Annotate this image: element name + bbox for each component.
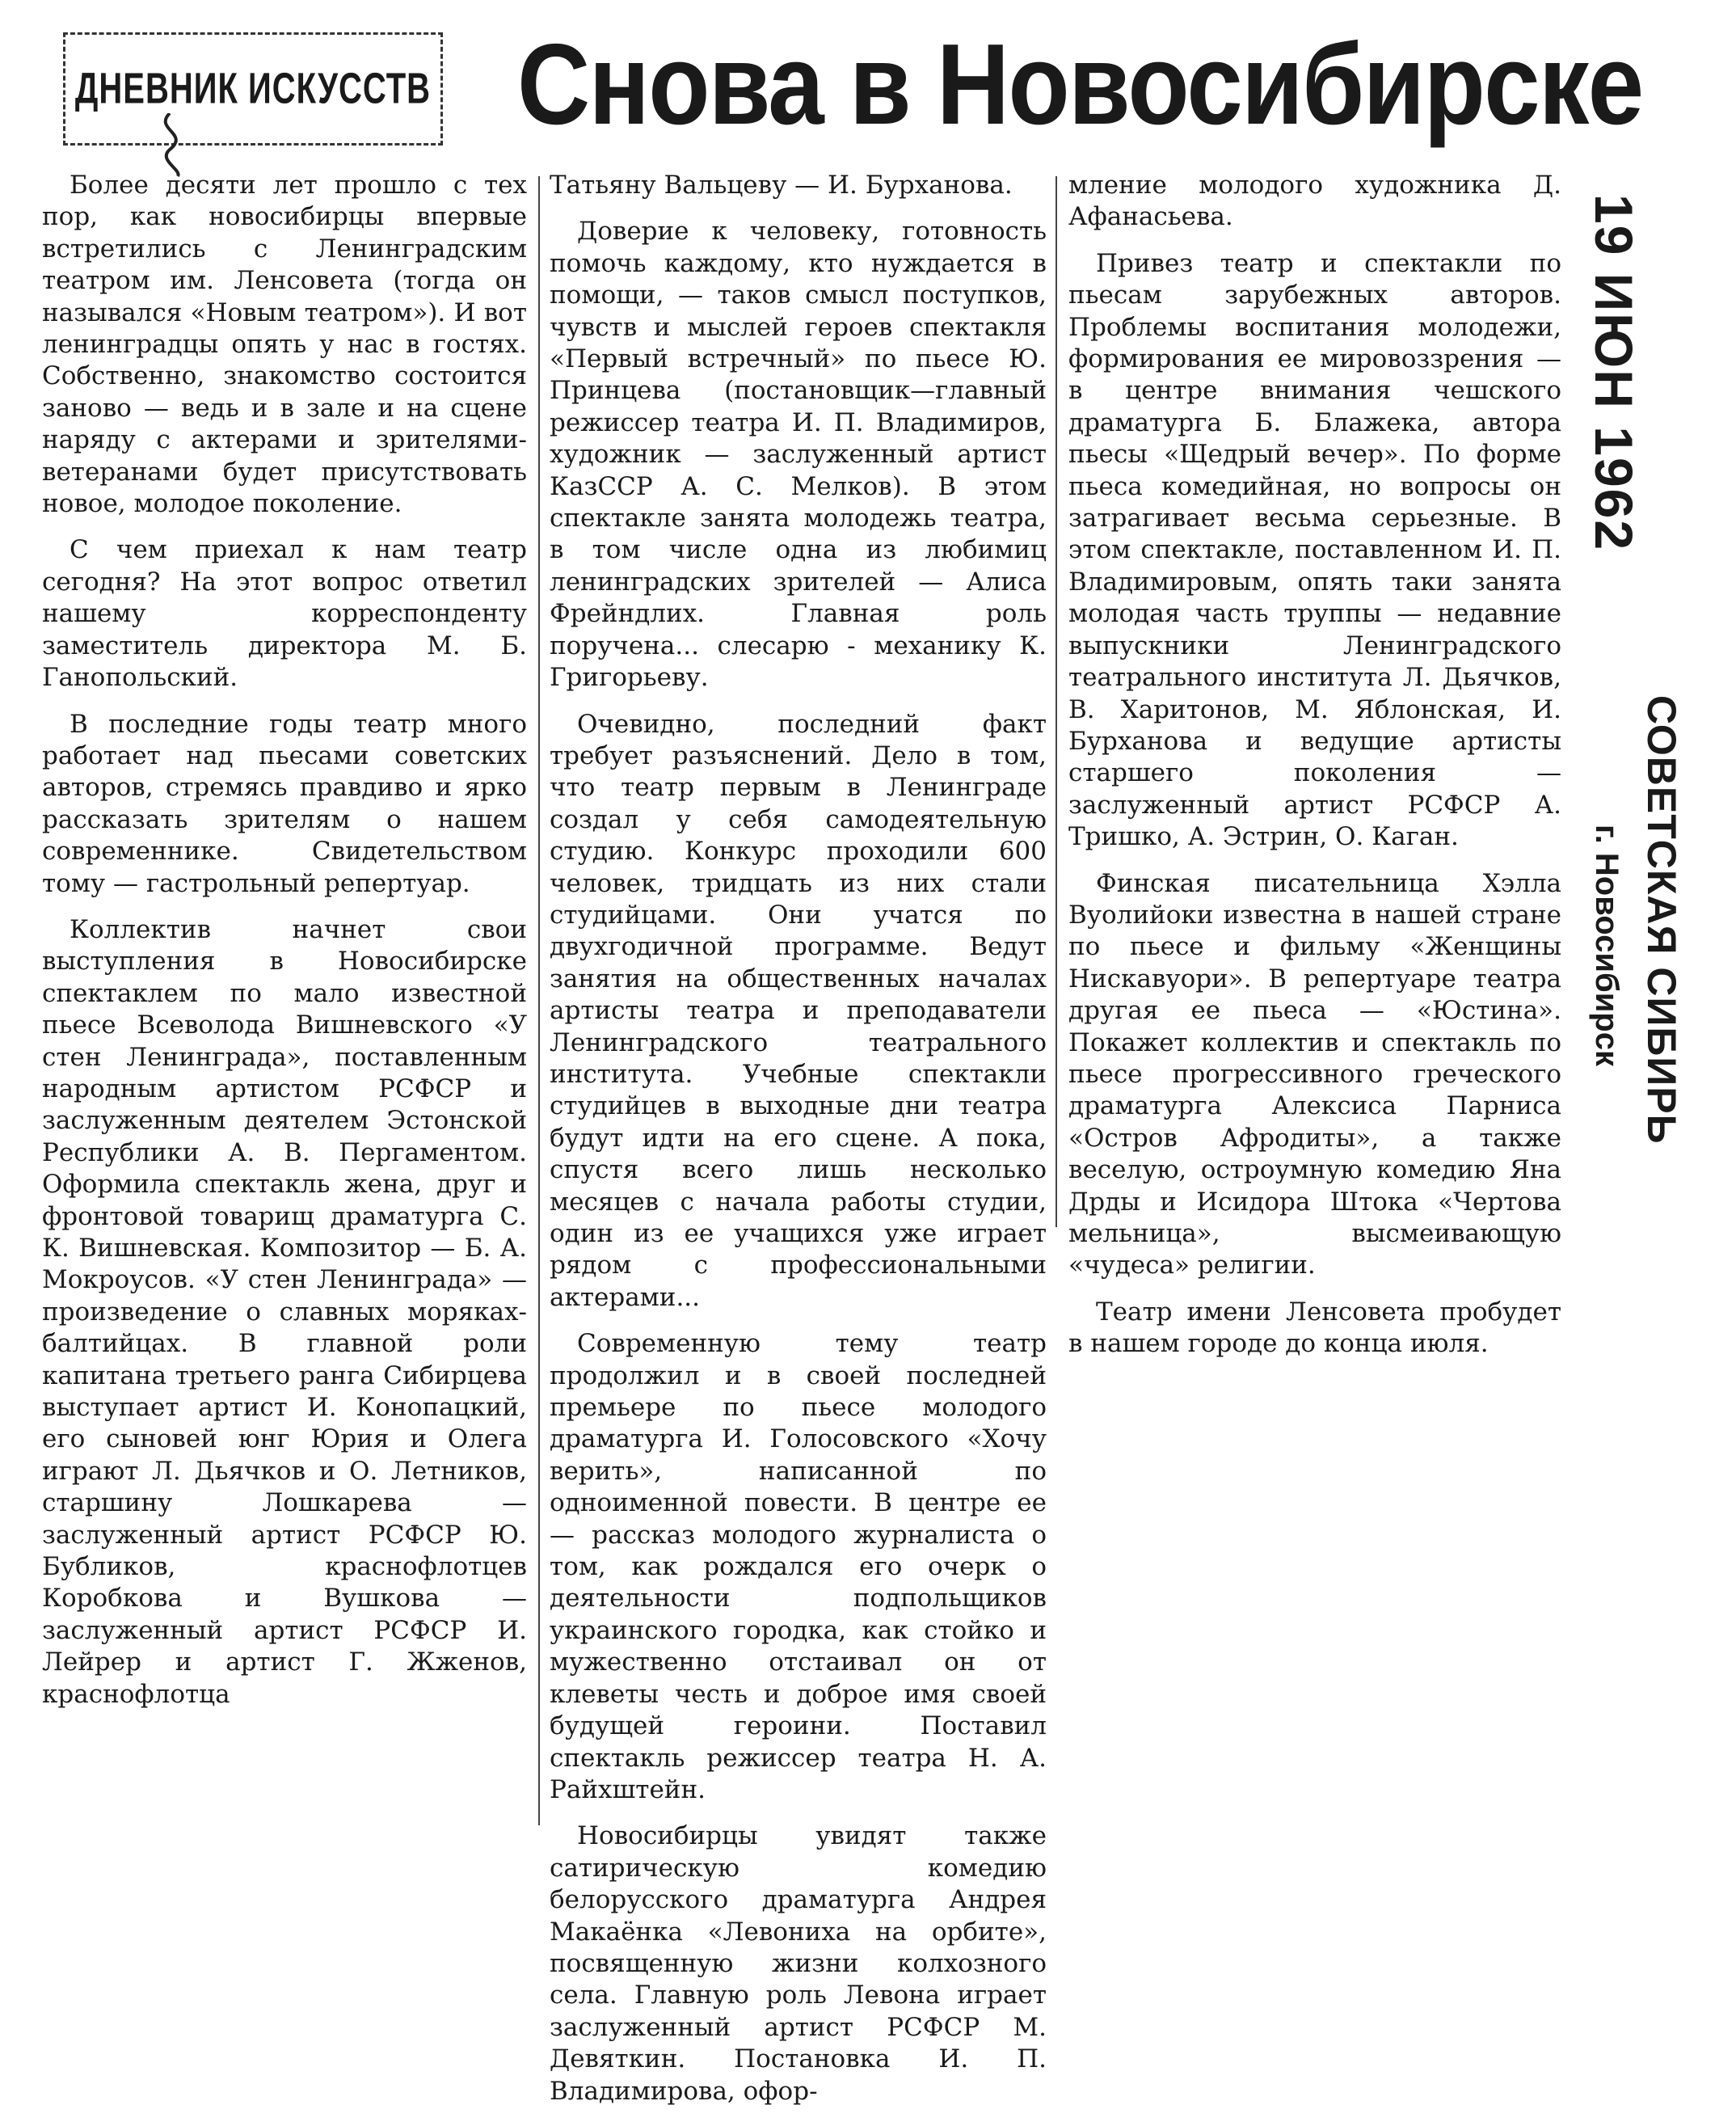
rubric-hook-ornament bbox=[145, 113, 194, 178]
paragraph: Современную тему театр продолжил и в своей последней премьере по пьесе молодого драматурга И. Голосовского «Хочу верить», написанной по одноименной повести. В центре ее — рассказ молодого журналиста о том, как рождался его очерк о деятельности подпольщиков украинского городка, как стойко и мужественно отстаивал он от клеветы честь и доброе имя своей будущей героини. Поставил спектакль режиссер театра Н. А. Райхштейн. bbox=[550, 1329, 1047, 1804]
article-column-3 bbox=[1068, 170, 1561, 1375]
paragraph: В последние годы театр много работает над пьесами советских авторов, стремясь правдиво и ярко рассказать зрителям о нашем современнике. Свидетельством тому — гастрольный репертуар. bbox=[42, 709, 527, 898]
column-divider bbox=[538, 176, 540, 1825]
paragraph: Коллектив начнет свои выступления в Новосибирске спектаклем по мало известной пьесе Всеволода Вишневского «У стен Ленинграда», поставленным народным артистом РСФСР и заслуженным деятелем Эстонской Республики А. В. Пергаментом. Оформила спектакль жена, друг и фронтовой товарищ драматурга С. К. Вишневская. Композитор — Б. А. Мокроусов. «У стен Ленинграда» — произведение о славных моряках-балтийцах. В главной роли капитана третьего ранга Сибирцева выступает артист И. Конопацкий, его сыновей юнг Юрия и Олега играют Л. Дьячков и О. Летников, старшину Лошкарева — заслуженный артист РСФСР Ю. Бубликов, краснофлотцев Коробкова и Вушкова — заслуженный артист РСФСР И. Лейрер и артист Г. Жженов, краснофлотца bbox=[42, 914, 527, 1709]
paragraph: С чем приехал к нам театр сегодня? На этот вопрос ответил нашему корреспонденту заместитель директора М. Б. Ганопольский. bbox=[42, 535, 527, 693]
paragraph: Финская писательница Хэлла Вуолийоки известна в нашей стране по пьесе и фильму «Женщины Нискавуори». В репертуаре театра другая ее пьеса — «Юстина». Покажет коллектив и спектакль по пьесе прогрессивного греческого драматурга Алексиса Парниса «Остров Афродиты», а также веселую, остроумную комедию Яна Дрды и Исидора Штока «Чертова мельница», высмеивающую «чудеса» религии. bbox=[1068, 868, 1561, 1280]
rubric-box bbox=[63, 32, 443, 146]
column-divider bbox=[1056, 176, 1057, 1227]
article-column-1 bbox=[42, 170, 527, 1725]
paragraph: Очевидно, последний факт требует разъяснений. Дело в том, что театр первым в Ленинграде создал у себя самодеятельную студию. Конкурс проходили 600 человек, тридцать из них стали студийцами. Они учатся по двухгодичной программе. Ведут занятия на общественных началах артисты театра и преподаватели Ленинградского театрального института. Учебные спектакли студийцев в выходные дни театра будут идти на его сцене. А пока, спустя всего лишь несколько месяцев с начала работы студии, один из ее учащихся уже играет рядом с профессиональными актерами... bbox=[550, 709, 1047, 1312]
paragraph: Привез театр и спектакли по пьесам зарубежных авторов. Проблемы воспитания молодежи, формирования ее мировоззрения — в центре внимания чешского драматурга Б. Блажека, автора пьесы «Щедрый вечер». По форме пьеса комедийная, но вопросы он затрагивает весьма серьезные. В этом спектакле, поставленном И. П. Владимировым, опять таки занята молодая часть труппы — недавние выпускники Ленинградского театрального института Л. Дьячков, В. Харитонов, М. Яблонская, И. Бурханова и ведущие артисты старшего поколения — заслуженный артист РСФСР А. Тришко, А. Эстрин, О. Каган. bbox=[1068, 248, 1561, 852]
paragraph: Доверие к человеку, готовность помочь каждому, кто нуждается в помощи, — таков смысл поступков, чувств и мыслей героев спектакля «Первый встречный» по пьесе Ю. Принцева (постановщик—главный режиссер театра И. П. Владимиров, художник — заслуженный артист КазССР А. С. Мелков). В этом спектакле занята молодежь театра, в том числе одна из любимиц ленинградских зрителей — Алиса Фрейндлих. Главная роль поручена... слесарю - механику К. Григорьеву. bbox=[550, 217, 1047, 693]
paragraph: Татьяну Вальцеву — И. Бурханова. bbox=[550, 171, 1013, 200]
article-column-2 bbox=[550, 170, 1047, 2122]
newspaper-stamp: СОВЕТСКАЯ СИБИРЬ bbox=[1639, 695, 1684, 1145]
paragraph: Театр имени Ленсовета пробудет в нашем городе до конца июля. bbox=[1068, 1297, 1561, 1359]
rubric-label: ДНЕВНИК ИСКУССТВ bbox=[74, 64, 432, 113]
paragraph: Более десяти лет прошло с тех пор, как новосибирцы впервые встретились с Ленинградским театром им. Ленсовета (тогда он назывался «Новым театром»). И вот ленинградцы опять у нас в гостях. Собственно, знакомство состоится заново — ведь и в зале и на сцене наряду с актерами и зрителями-ветеранами будет присутствовать новое, молодое поколение. bbox=[42, 171, 527, 519]
date-stamp: 19 ИЮН 1962 bbox=[1584, 194, 1644, 552]
paragraph: мление молодого художника Д. Афанасьева. bbox=[1068, 171, 1561, 232]
headline: Снова в Новосибирске bbox=[517, 20, 1643, 149]
paragraph: Новосибирцы увидят также сатирическую комедию белорусского драматурга Андрея Макаёнка «Левониха на орбите», посвященную жизни колхозного села. Главную роль Левона играет заслуженный артист РСФСР М. Девяткин. Постановка И. П. Владимирова, офор- bbox=[550, 1821, 1047, 2106]
city-stamp: г. Новосибирск bbox=[1589, 825, 1624, 1067]
